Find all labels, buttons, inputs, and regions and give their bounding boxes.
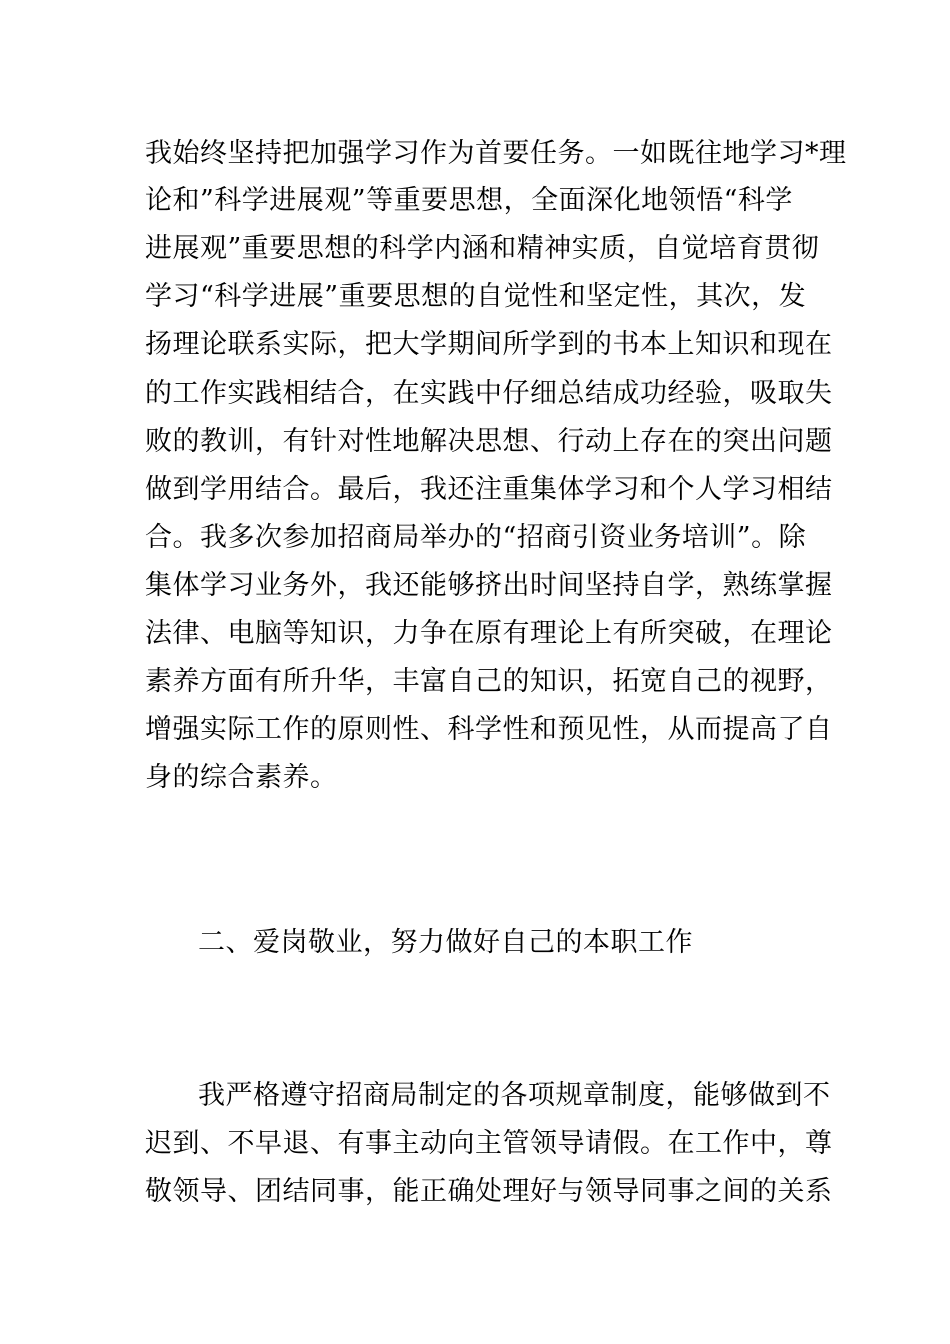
text-line: 进展观”重要思想的科学内涵和精神实质，自觉培育贯彻 [145,233,820,264]
text-line: 敬领导、团结同事，能正确处理好与领导同事之间的关系 [145,1176,833,1207]
text-line: 法律、电脑等知识，力争在原有理论上有所突破，在理论 [145,618,833,649]
text-line: 学习“科学进展”重要思想的自觉性和坚定性，其次，发 [145,281,807,312]
text-line: 扬理论联系实际，把大学期间所学到的书本上知识和现在 [145,329,833,360]
text-line: 合。我多次参加招商局举办的“招商引资业务培训”。除 [145,522,807,553]
section-heading: 二、爱岗敬业，努力做好自己的本职工作 [198,927,693,958]
text-line: 素养方面有所升华，丰富自己的知识，拓宽自己的视野， [145,666,833,697]
text-line: 做到学用结合。最后，我还注重集体学习和个人学习相结 [145,474,833,505]
text-line: 论和”科学进展观”等重要思想，全面深化地领悟“科学 [145,185,793,216]
text-line: 我始终坚持把加强学习作为首要任务。一如既往地学习*理 [145,138,847,169]
text-line: 败的教训，有针对性地解决思想、行动上存在的突出问题 [145,426,833,457]
text-line: 迟到、不早退、有事主动向主管领导请假。在工作中，尊 [145,1128,833,1159]
text-line: 集体学习业务外，我还能够挤出时间坚持自学，熟练掌握 [145,570,833,601]
text-line: 身的综合素养。 [145,762,338,793]
text-line: 增强实际工作的原则性、科学性和预见性，从而提高了自 [145,714,833,745]
text-line: 我严格遵守招商局制定的各项规章制度，能够做到不 [198,1080,831,1111]
text-line: 的工作实践相结合，在实践中仔细总结成功经验，吸取失 [145,378,833,409]
